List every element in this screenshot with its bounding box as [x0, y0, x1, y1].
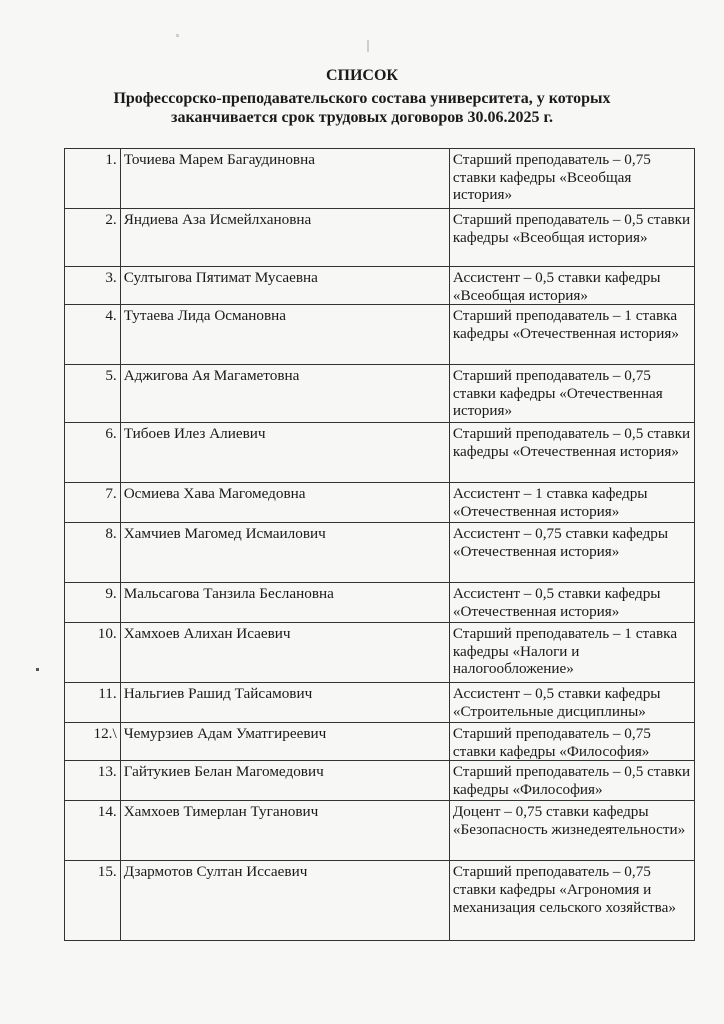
employee-name: Тибоев Илез Алиевич — [120, 423, 449, 483]
row-number: 10. — [65, 623, 121, 683]
table-row — [65, 305, 695, 365]
employee-name: Аджигова Ая Магаметовна — [120, 365, 449, 423]
employee-position: Доцент – 0,75 ставки кафедры «Безопасность жизнедеятельности» — [449, 801, 694, 861]
employee-name: Хамхоев Алихан Исаевич — [120, 623, 449, 683]
table-row — [65, 583, 695, 623]
employee-position: Ассистент – 0,5 ставки кафедры «Строительные дисциплины» — [449, 683, 694, 723]
employee-position: Старший преподаватель – 0,5 ставки кафедры «Отечественная история» — [449, 423, 694, 483]
row-number: 3. — [65, 267, 121, 305]
scan-speck — [367, 40, 369, 52]
employee-name: Чемурзиев Адам Уматгиреевич — [120, 723, 449, 761]
employee-position: Старший преподаватель – 0,75 ставки кафедры «Философия» — [449, 723, 694, 761]
table-row — [65, 761, 695, 801]
employee-position: Старший преподаватель – 1 ставка кафедры «Налоги и налогообложение» — [449, 623, 694, 683]
employee-name: Хамхоев Тимерлан Туганович — [120, 801, 449, 861]
employee-name: Точиева Марем Багаудиновна — [120, 149, 449, 209]
row-number: 1. — [65, 149, 121, 209]
employee-position: Старший преподаватель – 0,75 ставки кафедры «Агрономия и механизация сельского хозяйства» — [449, 861, 694, 941]
employee-name: Гайтукиев Белан Магомедович — [120, 761, 449, 801]
employee-name: Дзармотов Султан Иссаевич — [120, 861, 449, 941]
row-number: 4. — [65, 305, 121, 365]
table-row — [65, 483, 695, 523]
row-number: 12.\ — [65, 723, 121, 761]
table-row — [65, 623, 695, 683]
employee-name: Хамчиев Магомед Исмаилович — [120, 523, 449, 583]
employee-name: Тутаева Лида Османовна — [120, 305, 449, 365]
employee-position: Ассистент – 1 ставка кафедры «Отечественная история» — [449, 483, 694, 523]
employee-position: Старший преподаватель – 0,75 ставки кафедры «Отечественная история» — [449, 365, 694, 423]
row-number: 8. — [65, 523, 121, 583]
row-number: 7. — [65, 483, 121, 523]
document-title: СПИСОК — [325, 67, 399, 84]
employee-name: Яндиева Аза Исмейлхановна — [120, 209, 449, 267]
row-number: 5. — [65, 365, 121, 423]
staff-table-body — [65, 149, 695, 941]
employee-name: Султыгова Пятимат Мусаевна — [120, 267, 449, 305]
table-row — [65, 423, 695, 483]
table-row — [65, 861, 695, 941]
employee-position: Старший преподаватель – 1 ставка кафедры «Отечественная история» — [449, 305, 694, 365]
row-number: 6. — [65, 423, 121, 483]
employee-position: Ассистент – 0,5 ставки кафедры «Отечественная история» — [449, 583, 694, 623]
scan-speck — [176, 34, 179, 37]
employee-name: Нальгиев Рашид Тайсамович — [120, 683, 449, 723]
table-row — [65, 267, 695, 305]
employee-position: Старший преподаватель – 0,5 ставки кафедры «Философия» — [449, 761, 694, 801]
row-number: 13. — [65, 761, 121, 801]
employee-name: Мальсагова Танзила Беслановна — [120, 583, 449, 623]
document-subtitle-line-2: заканчивается срок трудовых договоров 30.06.2025 г. — [171, 109, 553, 126]
table-row — [65, 365, 695, 423]
row-number: 9. — [65, 583, 121, 623]
table-row — [65, 801, 695, 861]
table-row — [65, 723, 695, 761]
row-number: 11. — [65, 683, 121, 723]
table-row — [65, 683, 695, 723]
employee-position: Ассистент – 0,75 ставки кафедры «Отечественная история» — [449, 523, 694, 583]
staff-table — [64, 148, 695, 941]
document-subtitle-line-1: Профессорско-преподавательского состава университета, у которых — [113, 90, 611, 107]
table-row — [65, 523, 695, 583]
row-number: 2. — [65, 209, 121, 267]
row-number: 14. — [65, 801, 121, 861]
row-number: 15. — [65, 861, 121, 941]
scan-speck — [36, 668, 39, 671]
table-row — [65, 209, 695, 267]
employee-position: Старший преподаватель – 0,75 ставки кафедры «Всеобщая история» — [449, 149, 694, 209]
employee-position: Ассистент – 0,5 ставки кафедры «Всеобщая история» — [449, 267, 694, 305]
employee-position: Старший преподаватель – 0,5 ставки кафедры «Всеобщая история» — [449, 209, 694, 267]
table-row — [65, 149, 695, 209]
employee-name: Осмиева Хава Магомедовна — [120, 483, 449, 523]
